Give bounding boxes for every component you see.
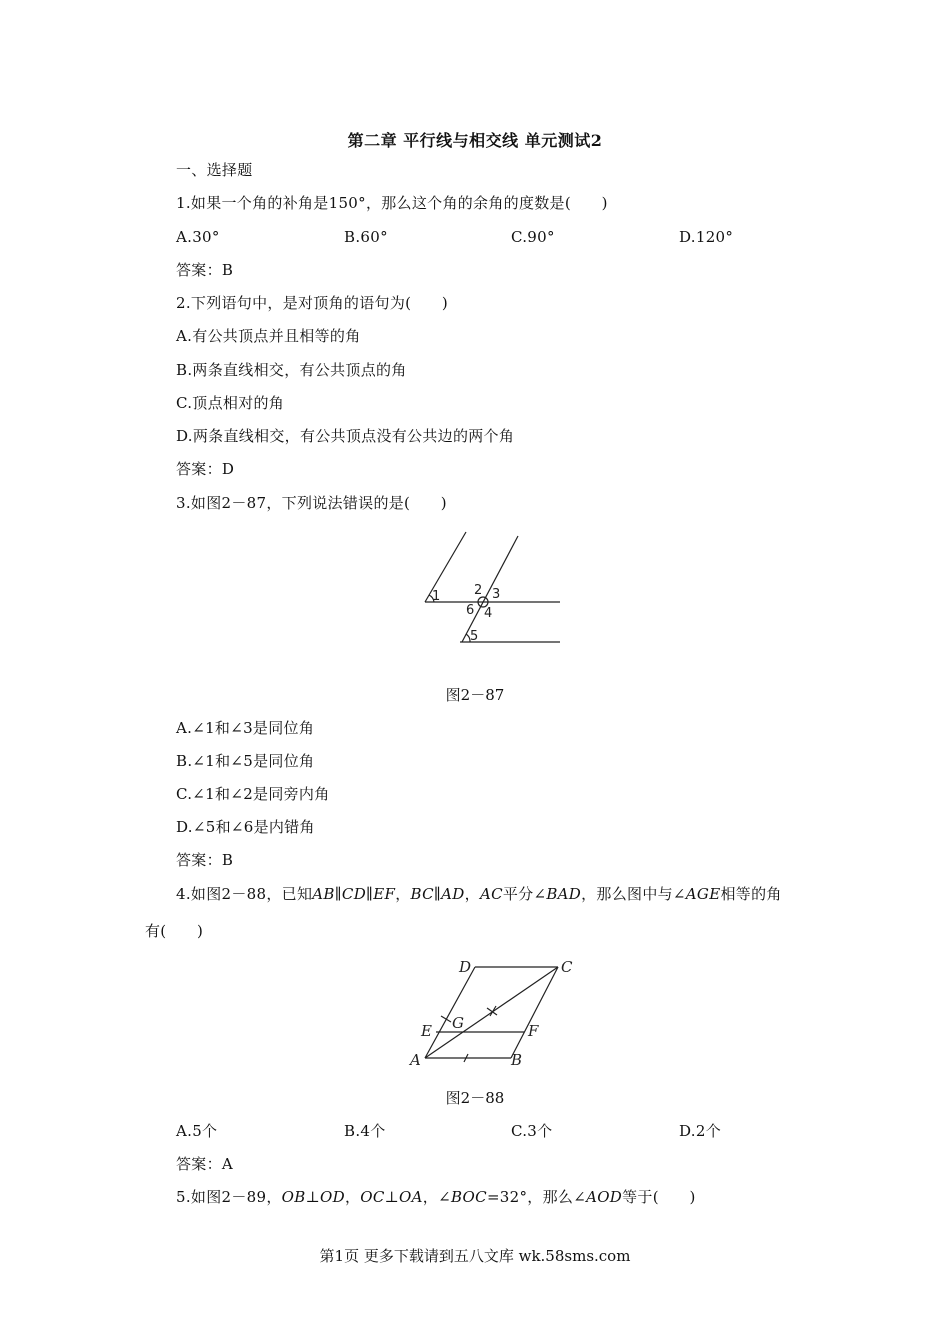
q4-stem [176, 884, 782, 904]
figure-2-87 [420, 530, 570, 650]
angle-label-6: 6 [466, 603, 475, 618]
section-heading: 一、选择题 [176, 161, 253, 179]
point-label-g: G [452, 1014, 464, 1032]
q4-stem-text: 平分∠ [502, 885, 547, 903]
q4-stem-text: ，那么图中与∠ [581, 885, 686, 903]
figure-2-88-caption: 图2－88 [445, 1089, 505, 1107]
q5-stem-sep: ，∠ [422, 1188, 451, 1206]
q4-stem-sep: ， [395, 885, 411, 903]
q4-math-parallel-2: BC∥AD [410, 885, 465, 903]
transversal-right [462, 536, 518, 642]
page-title: 第二章 平行线与相交线 单元测试2 [347, 131, 603, 150]
q3-stem: 3.如图2－87，下列说法错误的是( ) [176, 494, 447, 512]
q4-stem-text: 相等的角 [720, 885, 782, 903]
point-label-a: A [410, 1051, 421, 1069]
q4-option-c: C.3个 [511, 1122, 553, 1140]
q4-option-d: D.2个 [679, 1122, 722, 1140]
q5-stem [176, 1187, 696, 1207]
angle-label-1: 1 [432, 589, 441, 604]
figure-2-88 [405, 952, 585, 1072]
angle-label-4: 4 [484, 606, 493, 621]
point-label-b: B [511, 1051, 523, 1069]
q5-stem-text: 5.如图2－89， [176, 1188, 282, 1206]
figure-2-87-caption: 图2－87 [445, 686, 505, 704]
q5-math-boc: BOC [450, 1188, 487, 1206]
q1-stem: 1.如果一个角的补角是150°，那么这个角的余角的度数是( ) [176, 194, 608, 212]
q4-stem-text: 4.如图2－88，已知 [176, 885, 313, 903]
q5-stem-sep: ， [344, 1188, 361, 1206]
q4-math-parallel-1: AB∥CD∥EF [312, 885, 396, 903]
q4-math-ac: AC [479, 885, 503, 903]
q4-option-a: A.5个 [176, 1122, 218, 1140]
angle-label-3: 3 [492, 587, 501, 602]
q2-option-a: A.有公共顶点并且相等的角 [176, 327, 361, 345]
q4-math-age: AGE [685, 885, 721, 903]
q5-stem-symbol: ⊥ [305, 1188, 320, 1206]
q4-stem-line2: 有( ) [145, 922, 204, 940]
q4-option-b: B.4个 [344, 1122, 386, 1140]
angle-label-5: 5 [470, 629, 479, 644]
q1-option-d: D.120° [679, 228, 734, 246]
q2-option-c: C.顶点相对的角 [176, 394, 285, 412]
q5-stem-text: =32°，那么∠ [486, 1188, 587, 1206]
q5-stem-symbol: ⊥ [384, 1188, 400, 1206]
page-footer: 第1页 更多下载请到五八文库 wk.58sms.com [319, 1247, 631, 1265]
q4-stem-sep: ， [464, 885, 480, 903]
q3-answer: 答案：B [176, 851, 234, 869]
q5-math-ob: OB [281, 1188, 306, 1206]
q1-option-a: A.30° [176, 228, 220, 246]
q5-math-oa: OA [399, 1188, 423, 1206]
q2-option-b: B.两条直线相交，有公共顶点的角 [176, 361, 407, 379]
q2-answer: 答案：D [176, 460, 235, 478]
q1-option-b: B.60° [344, 228, 388, 246]
q2-option-d: D.两条直线相交，有公共顶点没有公共边的两个角 [176, 427, 515, 445]
q3-option-b: B.∠1和∠5是同位角 [176, 752, 315, 770]
angle-label-2: 2 [474, 583, 483, 598]
segment-cb [511, 967, 558, 1058]
point-label-f: F [528, 1022, 539, 1040]
segment-da [425, 967, 475, 1058]
q3-option-d: D.∠5和∠6是内错角 [176, 818, 315, 836]
q1-option-c: C.90° [511, 228, 555, 246]
q1-answer: 答案：B [176, 261, 234, 279]
tick-mark-ad [441, 1016, 451, 1022]
point-label-c: C [561, 958, 573, 976]
q5-stem-text: 等于( ) [622, 1188, 696, 1206]
q5-math-oc: OC [360, 1188, 385, 1206]
q5-math-aod: AOD [586, 1188, 623, 1206]
point-label-d: D [459, 958, 472, 976]
q5-math-od: OD [320, 1188, 345, 1206]
point-label-e: E [421, 1022, 432, 1040]
q3-option-c: C.∠1和∠2是同旁内角 [176, 785, 330, 803]
q3-option-a: A.∠1和∠3是同位角 [176, 719, 315, 737]
q4-answer: 答案：A [176, 1155, 234, 1173]
q4-math-bad: BAD [546, 885, 582, 903]
q2-stem: 2.下列语句中，是对顶角的语句为( ) [176, 294, 449, 312]
